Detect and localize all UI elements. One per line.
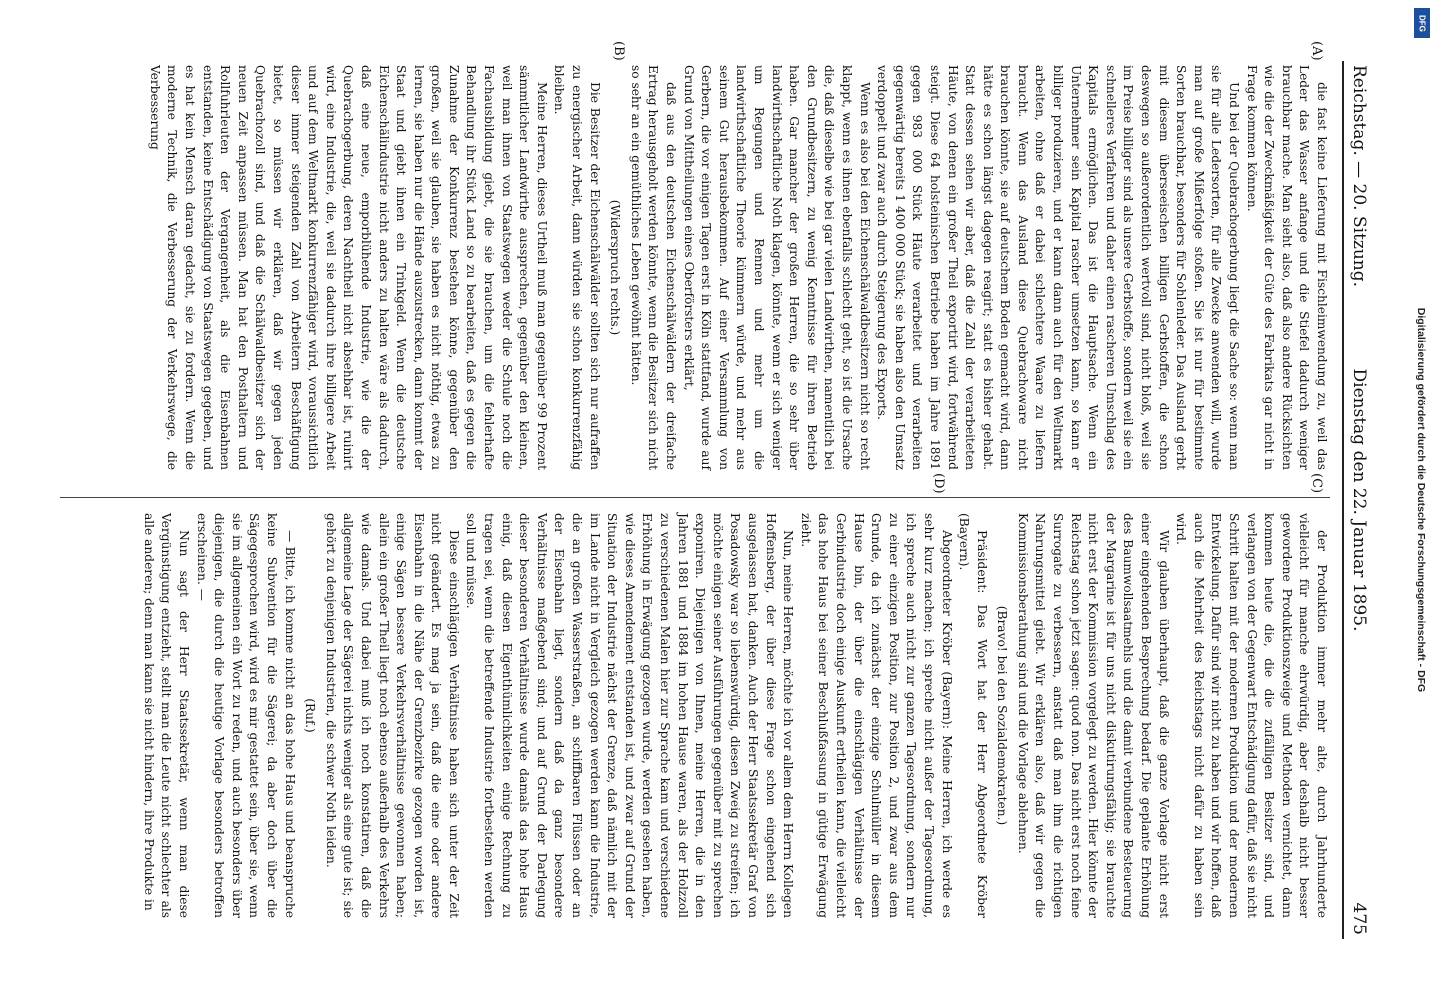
digitization-notice: Digitalisierung gefördert durch die Deutsche Forschungsgemeinschaft - DFG <box>1415 307 1427 693</box>
paragraph: Wir glauben überhaupt, daß die ganze Vorlage nicht erst einer eingehenden Besprechung bedarf. Die geplante Erhöhung des Baumwollsaatmehls und die damit verbundene Besteuerung der Margarine ist für uns nicht diskutirungsfähig; sie brauchte nicht erst der Kommission vorgelegt zu werden. Hier könnte der Reichstag schon jetzt sagen: quod non. Das nicht erst noch feine Surrogate zu verbessern, anstatt daß man ihm die richtigen Nahrungsmittel giebt. Wir erklären also, daß wir gegen die Kommissionsberathung sind und die Vorlage ablehnen. <box>1015 513 1171 918</box>
paragraph: Und bei der Quebrachogerbung liegt die Sache so: wenn man sie für alle Ledersorten, für alle Zwecke anwenden will, wurde man auf große Mißerfolge stoßen. Sie ist nur für bestimmte Sorten brauchbar, besonders für Sohlenleder. Das Ausland gerbt mit diesem überseeischen billigen Gerbstoffen, die schon deswegen so außerordentlich wertvoll sind, nicht bloß, weil sie im Preise billiger sind als unsere Gerbstoffe, sondern weil sie ein schnelleres Verfahren und daher einen rascheren Umschlag des Kapitals ermöglichen. Das ist die Hauptsache. Wenn ein Unternehmer sein Kapital rascher umsetzen kann, so kann er billiger produzieren, und er kann dann auch für den Weltmarkt arbeiten, ohne daß er dabei schlechtere Waare zu liefern braucht. Wenn das Ausland diese Quebrachoware nicht brauchen könnte, sie auf deutschem Boden gemacht wird, dann hätte es schon längst dagegen reagirt; statt es bisher gehabt. Statt dessen sehen wir aber, daß die Zahl der verarbeiteten Häute, von denen ein großer Theil exportirt wird, fortwährend steigt. Diese 64 holsteinischen Betriebe haben im Jahre 1891 gegen 983 000 Stück Häute verarbeitet und verarbeiten gegenwärtig bereits 1 400 000 Stück; sie haben also den Umsatz verdoppelt und zwar auch durch Steigerung des Exports. <box>875 65 1242 470</box>
paragraph: — Bitte, ich komme nicht an das hohe Haus und beanspruche keine Subvention für die Sägerei; da aber doch über die Sägegesprochen wird, wird es mir gestattet sein, über sie, wenn sie im allgemeinen ein Wort zu reden, und auch besonders über diejenigen, die durch die heutige Vorlage besonders betroffen erscheinen. — <box>194 513 297 918</box>
column-divider <box>60 497 1330 498</box>
digitization-strip <box>1410 0 1432 1000</box>
header-rule <box>1342 61 1344 939</box>
paragraph: der Produktion immer mehr alte, durch Jahrhunderte vielleicht für manche ehrwürdig, aber deshalb nicht besser gewordene Produktionszweige und Methoden vernichtet, dann kommen heute die, die die zufälligen Besitzer sind, und verlangen von der Gegenwart Entschädigung dafür, daß sie nicht Schritt halten mit der modernen Produktion und der modernen Entwickelung. Dafür sind wir nicht zu haben und wir hoffen, daß auch die Mehrheit des Reichstags nicht dafür zu haben sein wird. <box>1174 513 1329 918</box>
page-number: 475 <box>1349 902 1369 935</box>
left-column <box>56 65 1330 470</box>
interjection: (Bravo! bei den Sozialdemokraten.) <box>995 605 1010 826</box>
paragraph: Die Besitzer der Eichenschälwälder sollten sich nur aufraffen zu energischer Arbeit, dann würden sie schon konkurrenzfähig bleiben. <box>552 65 602 470</box>
paragraph: Diese einschlägigen Verhältnisse haben sich unter der Zeit nicht geändert. Es mag ja sein, daß die eine oder andere Eisenbahn in die Nähe der Grenzbezirke gezogen worden ist, einige Sägen bessere Verkehrsverhältnisse gewonnen haben; allein ein großer Theil liegt noch ebenso außerhalb des Verkehrs wie damals. Und dabei muß ich noch konstatiren, daß die allgemeine Lage der Sägerei nichts weniger als eine gute ist; sie gehört zu denjenigen Industrien, die schwer Noth leiden. <box>323 513 461 918</box>
interjection: (Widerspruch rechts.) <box>608 199 623 336</box>
margin-marker-b: (B) <box>611 41 626 61</box>
margin-marker-c: (C) <box>1309 473 1324 494</box>
right-column <box>56 513 1330 918</box>
paragraph: Meine Herren, dieses Urtheil muß man gegenüber 99 Prozent sämmtlicher Landwirthe aussprechen, gegenüber den kleinen, weil man ihnen von Staatswegen weder die Schule noch die Fachausbildung giebt, die sie brauchen, um die fehlerhafte Behandlung ihr Stück Land so zu bearbeiten, daß es gegen die Zunahme der Konkurrenz bestehen könne, gegenüber den großen, weil sie glauben, sie haben es nicht nöthig, etwas zu lernen, sie haben nur die Hände auszustrecken, dann kommt der Staat und giebt ihnen ein Trinkgeld. Wenn die deutsche Eichenschälindustrie nicht anders zu halten wäre als dadurch, daß eine neue, emporblühende Industrie, wie die der Quebrachogerbung, deren Nachtheil nicht absehbar ist, ruinirt wird, eine Industrie, die, weil sie dadurch ihre billigere Arbeit und auf dem Weltmarkt konkurrenzfähiger wird, voraussichtlich dieser immer steigenden Zahl von Arbeitern Beschäftigung bietet, so müssen wir erklären, daß wir gegen jeden Quebrachozoll sind, und daß die Schälwaldbesitzer sich der neuen Zeit anpassen müssen. Man hat den Posthaltern und Rollfuhrleuten der Vergangenheit, als die Eisenbahnen entstanden, keine Entschädigung von Staatswegen gegeben, und es hat kein Mensch daran gedacht, sie zu fordern. Wenn die moderne Technik, die Verbesserung der Verkehrswege, die Verbesserung <box>147 65 549 470</box>
speaker-paragraph: Präsident: Das Wort hat der Herr Abgeordnete Kröber (Bayern). <box>957 513 989 918</box>
dfg-logo: DFG <box>1414 8 1430 38</box>
paragraph: Nun, meine Herren, möchte ich vor allem dem Herrn Kollegen Hoffensberg, der über diese Frage schon eingehend sich ausgelassen hat, danken. Auch der Herr Staatssekretär Graf von Posadowsky war so liebenswürdig, diesen Zweig zu streifen; ich möchte einigen seiner Ausführungen gegenüber mit zu sprechen exponiren. Diejenigen von Ihnen, meine Herren, die in den Jahren 1881 und 1884 im hohen Hause waren, als der Holzzoll zu verschiedenen Malen hier zur Sprache kam und verschiedene Erhöhung in Erwägung gezogen wurde, werden gesehen haben, wie dieses Amendement entstanden ist, und zwar auf Grund der Situation der Industrie nächst der Grenze, daß nämlich mit der im Lande nicht in Vergleich gezogen werden kann die Industrie, die an großen Wasserstraßen, an schiffbaren Flüssen oder an der Eisenbahn liegt, sondern daß da ganz besondere Verhältnisse maßgebend sind; und auf Grund der Darlegung dieser besonderen Verhältnisse wurde damals das hohe Haus einig, daß diesen Eigenthümlichkeiten einige Rechnung zu tragen sei, wenn die betreffende Industrie fortbestehen werden soll und müsse. <box>464 513 796 918</box>
paragraph: die fast keine Lieferung mit Fischleimwendung zu, weil das Leder das Wasser anfange und die Stiefel dadurch weniger brauchbar mache. Man sieht also, daß also andere Rücksichten wie die der Zweckmäßigkeit der Güte des Fabrikats gar nicht in Frage kommen können. <box>1244 65 1329 470</box>
header-date: Dienstag den 22. Januar 1895. <box>1349 368 1369 632</box>
header-left: Reichstag. — 20. Sitzung. <box>1349 65 1369 288</box>
speaker-paragraph: Abgeordneter Kröber (Bayern): Meine Herren, ich werde es sehr kurz machen; ich spreche nicht außer der Tagesordnung, ich spreche auch nicht zur ganzen Tagesordnung, sondern nur zu einer einzigen Position, zur Position 2, und zwar aus dem Grunde, da ich zunächst der einzige Schulmüller in diesem Hause bin, der über die einschlägigen Verhältnisse der Gerbindustrie doch einige Auskunft ertheilen kann, die vielleicht das hohe Haus bei seiner Beschlußfassung in gütige Erwägung zieht. <box>798 513 954 918</box>
paragraph: daß aus den deutschen Eichenschälwäldern der dreifache Ertrag herausgeholt werden könnte, wenn die Besitzer sich nicht so sehr an ein gemüthliches Leben gewöhnt hätten. <box>628 65 679 470</box>
margin-marker-d: (D) <box>931 473 946 494</box>
paragraph: Wenn es also bei den Eichenschälwaldbesitzern nicht so recht klappt, wenn es ihnen ebenfalls schlecht geht, so ist die Ursache die, daß dieselbe wie bei gar vielen Landwirthen, namentlich bei den Grundbesitzern, zu wenig Kenntnisse für ihren Betrieb haben. Gar mancher der großen Herren, die so sehr über landwirthschaftliche Noth klagen, könnte, wenn er sich weniger um Regungen und Rennen und mehr um die landwirthschaftliche Theorie kümmern würde, und mehr aus seinem Gut herausbekommen. Auf einer Versammlung von Gerbern, die vor einigen Tagen erst in Köln stattfand, wurde auf Grund von Mittheilungen eines Oberförsters erklärt, <box>681 65 872 470</box>
paragraph: Nun sagt der Herr Staatssekretär, wenn man diese Vergünstigung entzieht, stellt man die Leute nicht schlechter als alle anderen; denn man kann sie nicht hindern, ihre Produkte in <box>141 513 191 918</box>
margin-marker-a: (A) <box>1309 41 1324 61</box>
document-page <box>46 35 1386 965</box>
running-header <box>1346 65 1372 935</box>
interjection: (Ruf.) <box>303 698 318 733</box>
